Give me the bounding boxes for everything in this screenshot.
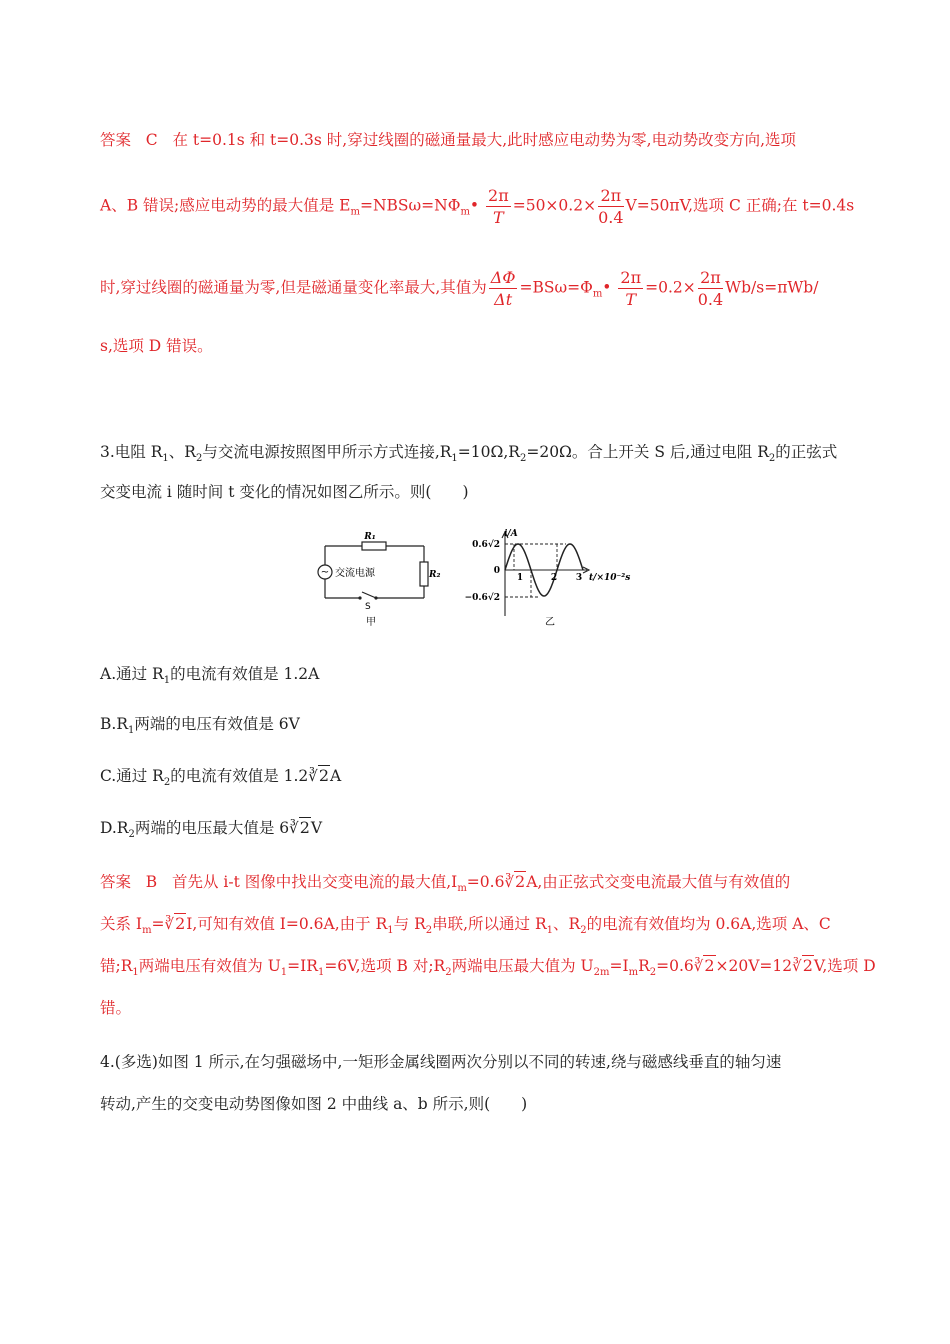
circuit-diagram [318, 530, 441, 630]
fraction-2pi-0.4: $\frac{2\pi}{0.4}$ [598, 186, 624, 227]
y-axis-label: i/A [504, 529, 518, 539]
source-label: 交流电源 [335, 568, 375, 579]
q3-line1: 3.电阻 $R_1$、$R_2$与交流电源按照图甲所示方式连接$,R_1=10\Omega,R_2=20\Omega$。合上开关 S 后,通过电阻 $R_2$的正弦式 [100, 443, 838, 465]
answer-label: 答案 [100, 131, 132, 149]
x-axis-label: t/×10⁻²s [589, 573, 631, 583]
switch-label: S [365, 602, 371, 612]
answer2-line1: 答案 B 首先从 i-t 图像中找出交变电流的最大值$,I_m=0.6∛2A$,由正弦式交变电流最大值与有效值的 [100, 872, 791, 895]
option-c: C.通过 $R_2$的电流有效值是 1.2∛2A [100, 766, 342, 789]
answer2-line2: 关系 $I_m=∛2I$,可知有效值 I=0.6A,由于 $R_1$与 $R_2$串联,所以通过 $R_1$、$R_2$的电流有效值均为 0.6A,选项 A、C [100, 914, 831, 937]
fraction-2pi-T-b: $\frac{2\pi}{T}$ [620, 268, 642, 309]
answer1-line2: A、B 错误;感应电动势的最大值是 $E_m=NBS\omega=N\Phi_m•$ $\frac{2\pi}{T}$ =50×0.2× $\frac{2\pi}{0.4}$ V=50πV,选项 C 正确;在 t=0.4s [100, 186, 855, 227]
x-tick-2: 2 [550, 573, 558, 583]
option-b: $B.R_1$两端的电压有效值是 6V [100, 715, 300, 737]
fraction-dphi-dt: $\frac{\Delta\Phi}{\Delta t}$ [490, 268, 516, 309]
answer2-line3: 错$;R_1$两端电压有效值为 $U_1=IR_1=6V$,选项 B 对$;R_2$两端电压最大值为 $U_{2m}=I_mR_2=0.6∛2\times 20V=12∛2V$,选项 D [100, 956, 876, 979]
answer1-line3: 时,穿过线圈的磁通量为零,但是磁通量变化率最大,其值为 $\frac{\Delta\Phi}{\Delta t}$ $=BS\omega=\Phi_m•$ $\frac{2\pi}{T}$ =0.2× $\frac{2\pi}{0.4}$ Wb/s=πWb/ [100, 268, 819, 309]
fraction-2pi-T: $\frac{2\pi}{T}$ [488, 186, 509, 227]
answer1-line1: 答案 C 在 t=0.1s 和 t=0.3s 时,穿过线圈的磁通量最大,此时感应电动势为零,电动势改变方向,选项 [100, 131, 797, 149]
current-time-graph [462, 528, 652, 628]
fraction-2pi-0.4-b: $\frac{2\pi}{0.4}$ [697, 268, 724, 309]
answer-choice: C [145, 131, 158, 149]
figure-caption-yi: 乙 [545, 617, 555, 628]
option-a: A.通过 $R_1$的电流有效值是 1.2A [100, 665, 320, 687]
answer1-line4: s,选项 D 错误。 [100, 337, 213, 355]
answer2-line4: 错。 [100, 999, 132, 1017]
origin-label: 0 [493, 566, 500, 576]
figure-caption-jia: 甲 [366, 617, 376, 628]
q4-line2: 转动,产生的交变电动势图像如图 2 中曲线 a、b 所示,则( ) [100, 1095, 528, 1113]
q3-line2: 交变电流 i 随时间 t 变化的情况如图乙所示。则( ) [100, 483, 469, 501]
r1-label: R₁ [364, 532, 376, 542]
r2-label: R₂ [429, 570, 441, 580]
option-d: $D.R_2$两端的电压最大值是 6∛2V [100, 818, 323, 841]
q4-line1: 4.(多选)如图 1 所示,在匀强磁场中,一矩形金属线圈两次分别以不同的转速,绕与磁感线垂直的轴匀速 [100, 1053, 782, 1071]
x-tick-3: 3 [575, 573, 583, 583]
y-tick-top: 0.6√2 [472, 540, 500, 550]
x-tick-1: 1 [516, 573, 524, 583]
y-tick-bottom: −0.6√2 [464, 593, 500, 603]
ac-symbol-icon: ~ [320, 567, 330, 578]
